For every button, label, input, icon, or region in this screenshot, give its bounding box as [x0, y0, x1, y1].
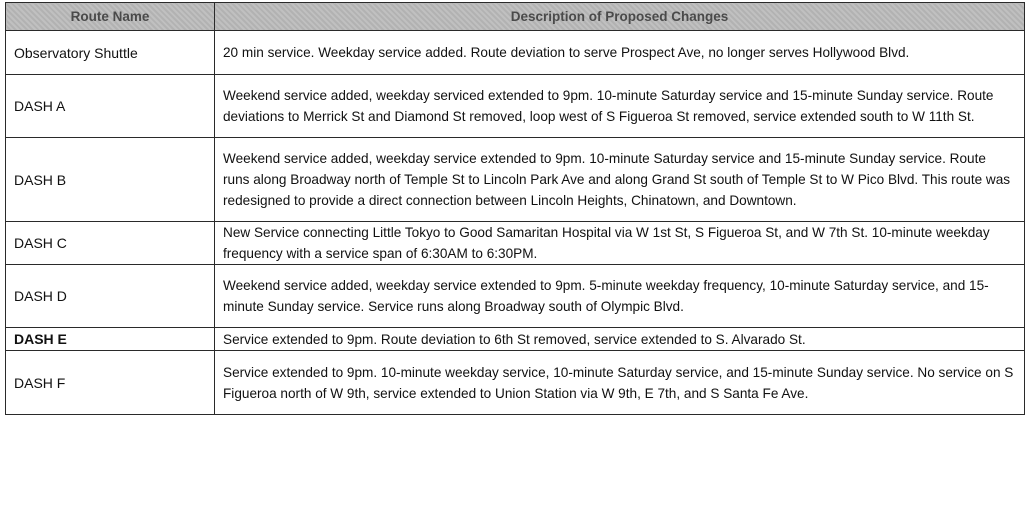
route-name-cell: DASH F — [6, 351, 215, 415]
route-name-cell: DASH B — [6, 138, 215, 222]
route-changes-table — [5, 2, 1025, 415]
route-name-cell: DASH A — [6, 75, 215, 138]
description-cell: New Service connecting Little Tokyo to Good Samaritan Hospital via W 1st St, S Figueroa St, and W 7th St. 10-minute weekday frequency with a service span of 6:30AM to 6:30PM. — [215, 222, 1025, 265]
route-name-cell: DASH C — [6, 222, 215, 265]
header-row — [6, 3, 1025, 31]
table-row — [6, 138, 1025, 222]
table-row — [6, 75, 1025, 138]
route-name-cell: DASH D — [6, 265, 215, 328]
description-cell: Service extended to 9pm. Route deviation to 6th St removed, service extended to S. Alvarado St. — [215, 328, 1025, 351]
description-cell: Weekend service added, weekday serviced extended to 9pm. 10-minute Saturday service and 15-minute Sunday service. Route deviations to Merrick St and Diamond St removed, loop west of S Figueroa St removed, service extended south to W 11th St. — [215, 75, 1025, 138]
description-header: Description of Proposed Changes — [215, 3, 1025, 31]
table-row — [6, 222, 1025, 265]
description-cell: Service extended to 9pm. 10-minute weekday service, 10-minute Saturday service, and 15-minute Sunday service. No service on S Figueroa north of W 9th, service extended to Union Station via W 9th, E 7th, and S Santa Fe Ave. — [215, 351, 1025, 415]
table-body — [6, 31, 1025, 415]
table-row — [6, 31, 1025, 75]
route-name-header: Route Name — [6, 3, 215, 31]
route-name-cell: Observatory Shuttle — [6, 31, 215, 75]
description-cell: Weekend service added, weekday service extended to 9pm. 10-minute Saturday service and 15-minute Sunday service. Route runs along Broadway north of Temple St to Lincoln Park Ave and along Grand St south of Temple St to W Pico Blvd. This route was redesigned to provide a direct connection between Lincoln Heights, Chinatown, and Downtown. — [215, 138, 1025, 222]
route-name-cell: DASH E — [6, 328, 215, 351]
table-row — [6, 265, 1025, 328]
table-row — [6, 328, 1025, 351]
table-row — [6, 351, 1025, 415]
description-cell: Weekend service added, weekday service extended to 9pm. 5-minute weekday frequency, 10-minute Saturday service, and 15-minute Sunday service. Service runs along Broadway south of Olympic Blvd. — [215, 265, 1025, 328]
table-header — [6, 3, 1025, 31]
description-cell: 20 min service. Weekday service added. Route deviation to serve Prospect Ave, no longer serves Hollywood Blvd. — [215, 31, 1025, 75]
